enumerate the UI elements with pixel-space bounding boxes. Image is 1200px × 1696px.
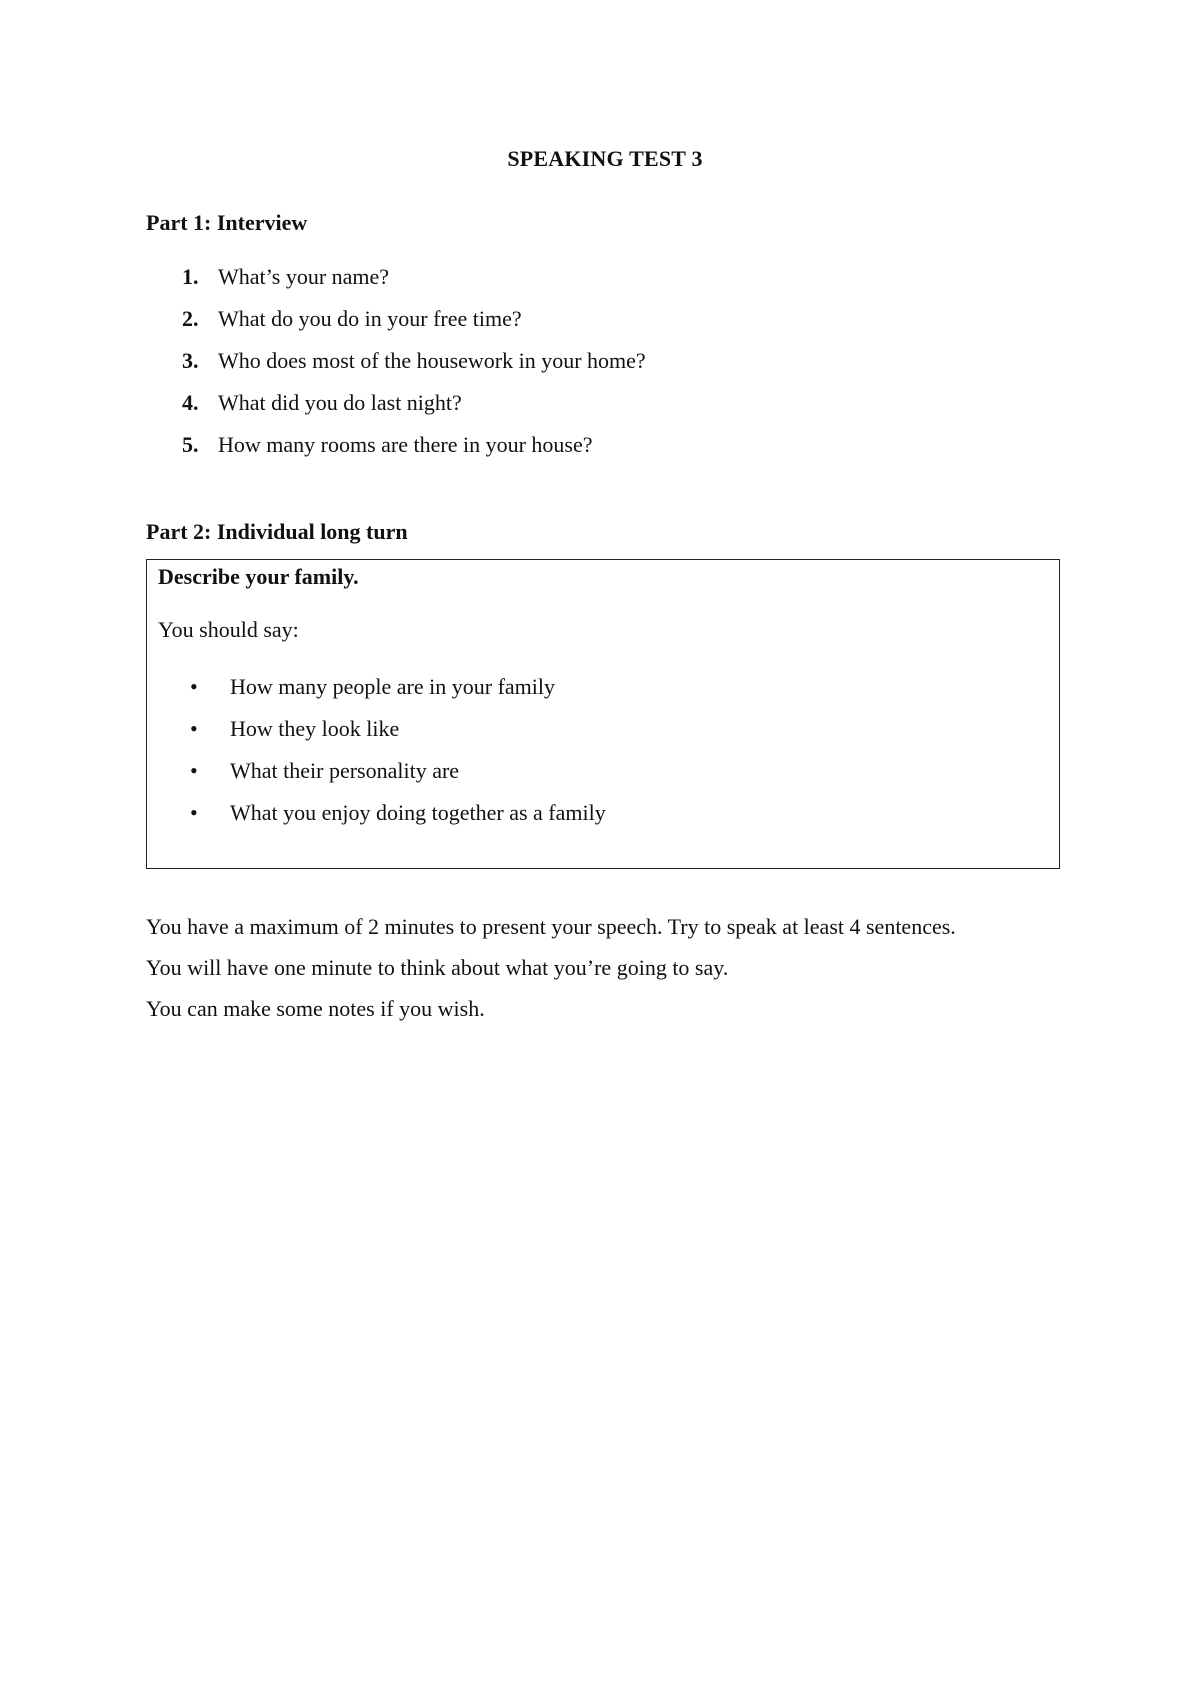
question-number: 1.: [182, 264, 199, 289]
bullet-icon: •: [190, 674, 198, 699]
bullet-text: What you enjoy doing together as a family: [230, 800, 606, 825]
bullet-icon: •: [190, 800, 198, 825]
bullet-text: How they look like: [230, 716, 400, 741]
instruction-line: You have a maximum of 2 minutes to present your speech. Try to speak at least 4 sentences.: [146, 914, 956, 939]
bullet-item: [147, 758, 1047, 800]
question-item: [146, 264, 1046, 306]
question-item: [146, 432, 1046, 474]
question-number: 4.: [182, 390, 199, 415]
question-text: Who does most of the housework in your home?: [218, 348, 646, 373]
task-card-box: [146, 559, 1060, 869]
document-title: SPEAKING TEST 3: [507, 146, 703, 171]
bullet-icon: •: [190, 716, 198, 741]
question-text: What did you do last night?: [218, 390, 462, 415]
instruction-line: You will have one minute to think about what you’re going to say.: [146, 955, 729, 980]
bullet-item: [147, 674, 1047, 716]
instruction-notes: [146, 914, 1146, 1037]
bullet-item: [147, 800, 1047, 842]
bullet-text: How many people are in your family: [230, 674, 556, 699]
instruction-line: You can make some notes if you wish.: [146, 996, 485, 1021]
question-number: 3.: [182, 348, 199, 373]
task-card-title: Describe your family.: [158, 564, 359, 589]
question-text: What do you do in your free time?: [218, 306, 522, 331]
question-number: 2.: [182, 306, 199, 331]
bullet-icon: •: [190, 758, 198, 783]
question-item: [146, 306, 1046, 348]
part1-question-list: [146, 264, 1046, 474]
part2-heading: Part 2: Individual long turn: [146, 519, 408, 544]
question-number: 5.: [182, 432, 199, 457]
task-card-intro: You should say:: [158, 617, 299, 642]
bullet-text: What their personality are: [230, 758, 460, 783]
question-text: What’s your name?: [218, 264, 390, 289]
bullet-item: [147, 716, 1047, 758]
task-card-bullet-list: [147, 674, 1047, 842]
part1-heading: Part 1: Interview: [146, 210, 308, 235]
question-text: How many rooms are there in your house?: [218, 432, 593, 457]
question-item: [146, 348, 1046, 390]
question-item: [146, 390, 1046, 432]
